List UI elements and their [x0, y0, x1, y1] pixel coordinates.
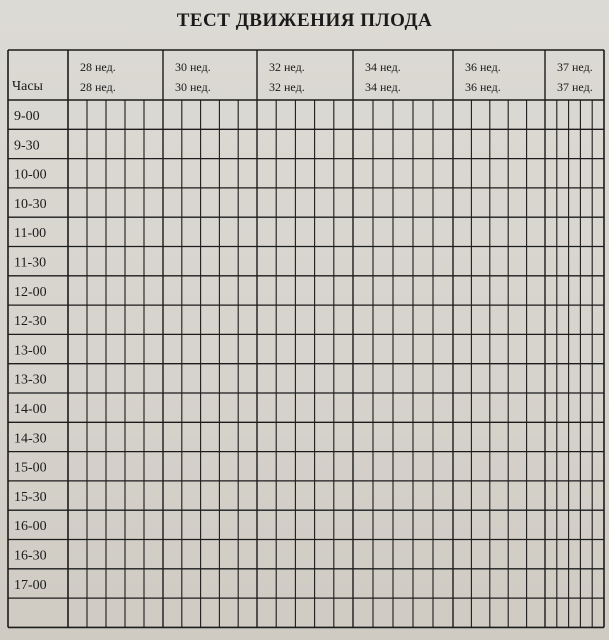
page-title: ТЕСТ ДВИЖЕНИЯ ПЛОДА	[176, 10, 433, 31]
hour-label: 9-00	[14, 109, 40, 124]
hour-label: 10-00	[14, 167, 47, 183]
hour-label: 15-30	[14, 489, 47, 505]
week-label: 32 нед.	[269, 80, 305, 94]
week-label: 30 нед.	[175, 80, 211, 94]
week-label: 36 нед.	[465, 60, 501, 74]
hour-label: 12-00	[14, 284, 47, 300]
hour-label: 11-30	[14, 255, 47, 271]
week-label: 28 нед.	[80, 60, 116, 74]
hour-label: 12-30	[14, 314, 47, 330]
hour-label: 15-00	[14, 460, 47, 476]
week-label: 30 нед.	[175, 60, 211, 74]
week-label: 37 нед.	[557, 80, 593, 94]
week-label: 34 нед.	[365, 60, 401, 74]
week-label: 36 нед.	[465, 80, 501, 94]
hours-column-header: Часы	[12, 79, 43, 94]
hour-label: 16-30	[14, 548, 47, 564]
hour-label: 16-00	[14, 519, 47, 535]
hour-label: 10-30	[14, 196, 47, 212]
hour-label: 11-00	[14, 226, 47, 242]
week-label: 32 нед.	[269, 60, 305, 74]
hour-label: 14-00	[14, 402, 47, 417]
week-label: 28 нед.	[80, 80, 116, 94]
hour-label: 17-00	[14, 577, 47, 593]
week-label: 37 нед.	[557, 60, 593, 74]
hour-label: 14-30	[14, 431, 47, 447]
hour-label: 13-30	[14, 372, 47, 388]
hour-label: 9-30	[14, 138, 40, 154]
hour-label: 13-00	[14, 343, 47, 359]
week-label: 34 нед.	[365, 80, 401, 94]
